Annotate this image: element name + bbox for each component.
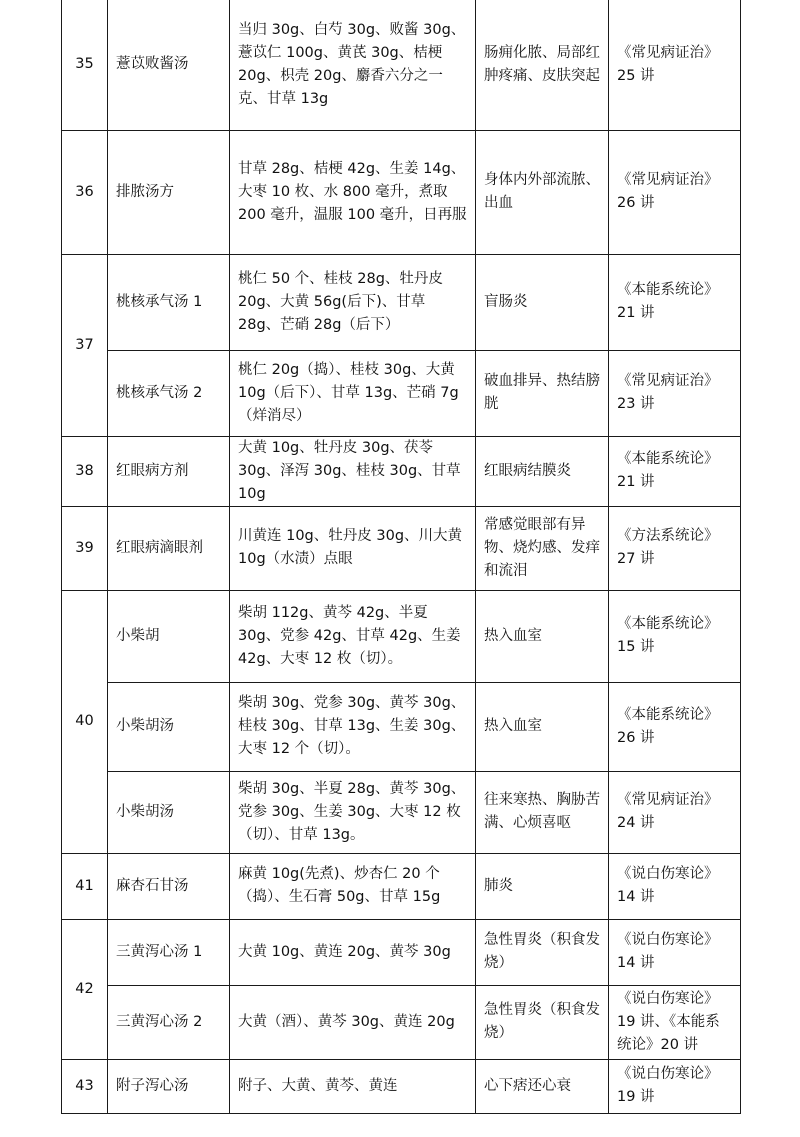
formula-ingredients: 大黄 10g、牡丹皮 30g、茯苓 30g、泽泻 30g、桂枝 30g、甘草 10g	[230, 436, 476, 506]
source: 《本能系统论》26 讲	[609, 682, 741, 771]
table-row	[62, 771, 741, 853]
row-number: 40	[62, 590, 108, 853]
formula-ingredients: 柴胡 30g、半夏 28g、黄芩 30g、党参 30g、生姜 30g、大枣 12 枚（切）、甘草 13g。	[230, 771, 476, 853]
formula-name: 小柴胡	[108, 590, 230, 682]
source: 《常见病证治》23 讲	[609, 350, 741, 436]
table-row	[62, 350, 741, 436]
formula-ingredients: 甘草 28g、桔梗 42g、生姜 14g、大枣 10 枚、水 800 毫升，煮取 200 毫升，温服 100 毫升，日再服	[230, 130, 476, 254]
table-row	[62, 130, 741, 254]
source: 《常见病证治》25 讲	[609, 0, 741, 130]
formula-name: 附子泻心汤	[108, 1059, 230, 1113]
prescription-table-body	[62, 0, 741, 1113]
row-number: 43	[62, 1059, 108, 1113]
table-row	[62, 254, 741, 350]
formula-ingredients: 当归 30g、白芍 30g、败酱 30g、薏苡仁 100g、黄芪 30g、桔梗 20g、枳壳 20g、麝香六分之一克、甘草 13g	[230, 0, 476, 130]
indication: 破血排异、热结膀胱	[476, 350, 609, 436]
source: 《说白伤寒论》19 讲、《本能系统论》20 讲	[609, 985, 741, 1059]
table-row	[62, 506, 741, 590]
source: 《说白伤寒论》14 讲	[609, 853, 741, 919]
formula-ingredients: 桃仁 20g（捣）、桂枝 30g、大黄 10g（后下）、甘草 13g、芒硝 7g（烊消尽）	[230, 350, 476, 436]
row-number: 39	[62, 506, 108, 590]
indication: 红眼病结膜炎	[476, 436, 609, 506]
indication: 肠痈化脓、局部红肿疼痛、皮肤突起	[476, 0, 609, 130]
prescription-table	[61, 0, 741, 1114]
indication: 心下痞还心衰	[476, 1059, 609, 1113]
source: 《常见病证治》26 讲	[609, 130, 741, 254]
indication: 往来寒热、胸胁苦满、心烦喜呕	[476, 771, 609, 853]
table-row	[62, 1059, 741, 1113]
formula-ingredients: 大黄（酒）、黄芩 30g、黄连 20g	[230, 985, 476, 1059]
formula-name: 小柴胡汤	[108, 682, 230, 771]
indication: 热入血室	[476, 682, 609, 771]
formula-ingredients: 附子、大黄、黄芩、黄连	[230, 1059, 476, 1113]
table-row	[62, 985, 741, 1059]
table-row	[62, 436, 741, 506]
formula-name: 红眼病方剂	[108, 436, 230, 506]
source: 《本能系统论》21 讲	[609, 436, 741, 506]
indication: 常感觉眼部有异物、烧灼感、发痒和流泪	[476, 506, 609, 590]
formula-name: 红眼病滴眼剂	[108, 506, 230, 590]
formula-name: 小柴胡汤	[108, 771, 230, 853]
source: 《方法系统论》27 讲	[609, 506, 741, 590]
formula-name: 三黄泻心汤 2	[108, 985, 230, 1059]
indication: 肺炎	[476, 853, 609, 919]
table-row	[62, 919, 741, 985]
formula-ingredients: 柴胡 30g、党参 30g、黄芩 30g、桂枝 30g、甘草 13g、生姜 30g、大枣 12 个（切）。	[230, 682, 476, 771]
formula-ingredients: 川黄连 10g、牡丹皮 30g、川大黄 10g（水渍）点眼	[230, 506, 476, 590]
table-row	[62, 682, 741, 771]
formula-ingredients: 麻黄 10g(先煮)、炒杏仁 20 个（捣）、生石膏 50g、甘草 15g	[230, 853, 476, 919]
row-number: 35	[62, 0, 108, 130]
row-number: 42	[62, 919, 108, 1059]
row-number: 36	[62, 130, 108, 254]
indication: 热入血室	[476, 590, 609, 682]
table-row	[62, 0, 741, 130]
formula-name: 麻杏石甘汤	[108, 853, 230, 919]
indication: 急性胃炎（积食发烧）	[476, 919, 609, 985]
source: 《常见病证治》24 讲	[609, 771, 741, 853]
source: 《本能系统论》15 讲	[609, 590, 741, 682]
source: 《本能系统论》21 讲	[609, 254, 741, 350]
row-number: 41	[62, 853, 108, 919]
formula-ingredients: 桃仁 50 个、桂枝 28g、牡丹皮 20g、大黄 56g(后下)、甘草 28g、芒硝 28g（后下）	[230, 254, 476, 350]
row-number: 37	[62, 254, 108, 436]
formula-ingredients: 大黄 10g、黄连 20g、黄芩 30g	[230, 919, 476, 985]
source: 《说白伤寒论》14 讲	[609, 919, 741, 985]
formula-name: 薏苡败酱汤	[108, 0, 230, 130]
indication: 身体内外部流脓、出血	[476, 130, 609, 254]
indication: 盲肠炎	[476, 254, 609, 350]
formula-name: 三黄泻心汤 1	[108, 919, 230, 985]
indication: 急性胃炎（积食发烧）	[476, 985, 609, 1059]
formula-ingredients: 柴胡 112g、黄芩 42g、半夏 30g、党参 42g、甘草 42g、生姜 42g、大枣 12 枚（切）。	[230, 590, 476, 682]
formula-name: 排脓汤方	[108, 130, 230, 254]
source: 《说白伤寒论》19 讲	[609, 1059, 741, 1113]
formula-name: 桃核承气汤 2	[108, 350, 230, 436]
formula-name: 桃核承气汤 1	[108, 254, 230, 350]
table-row	[62, 853, 741, 919]
table-row	[62, 590, 741, 682]
row-number: 38	[62, 436, 108, 506]
